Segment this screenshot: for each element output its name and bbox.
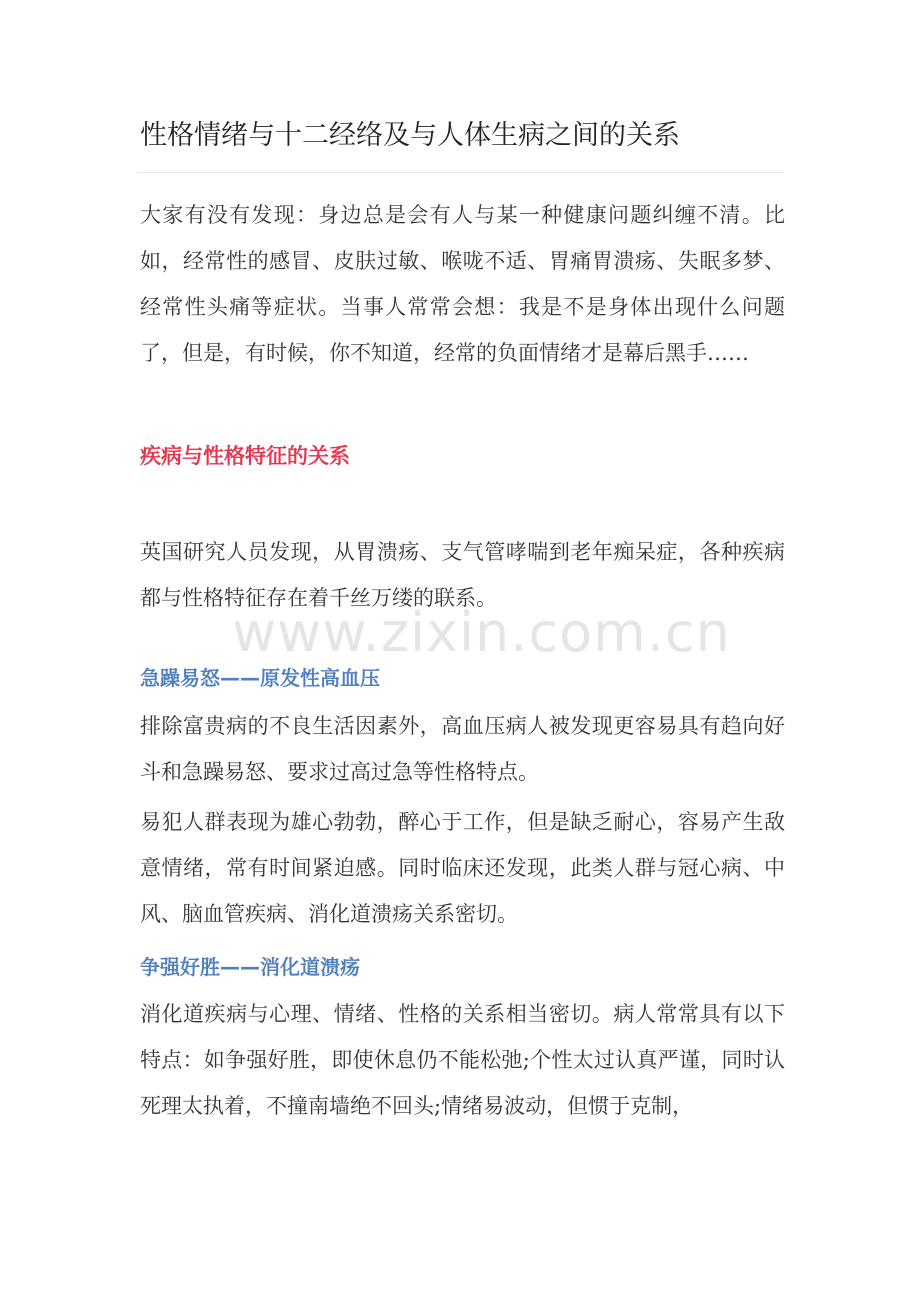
intro-paragraph: 大家有没有发现：身边总是会有人与某一种健康问题纠缠不清。比如，经常性的感冒、皮肤过敏、喉咙不适、胃痛胃溃疡、失眠多梦、经常性头痛等症状。当事人常常会想：我是不是身体出现什么问题了，但是，有时候，你不知道，经常的负面情绪才是幕后黑手…… <box>140 203 785 365</box>
subsection-heading-hypertension: 急躁易怒——原发性高血压 <box>140 666 380 690</box>
document-title: 性格情绪与十二经络及与人体生病之间的关系 <box>140 120 680 151</box>
hypertension-paragraph-2: 易犯人群表现为雄心勃勃，醉心于工作，但是缺乏耐心，容易产生敌意情绪，常有时间紧迫感。同时临床还发现，此类人群与冠心病、中风、脑血管疾病、消化道溃疡关系密切。 <box>140 810 785 926</box>
title-divider <box>138 172 784 173</box>
watermark: www.zixin.com.cn <box>232 601 731 664</box>
section-heading: 疾病与性格特征的关系 <box>140 444 350 468</box>
subsection-heading-ulcer: 争强好胜——消化道溃疡 <box>140 955 360 979</box>
hypertension-paragraph-1: 排除富贵病的不良生活因素外，高血压病人被发现更容易具有趋向好斗和急躁易怒、要求过高过急等性格特点。 <box>140 714 785 784</box>
ulcer-paragraph: 消化道疾病与心理、情绪、性格的关系相当密切。病人常常具有以下特点：如争强好胜，即使休息仍不能松弛;个性太过认真严谨，同时认死理太执着，不撞南墙绝不回头;情绪易波动，但惯于克制， <box>140 1002 785 1118</box>
research-paragraph: 英国研究人员发现，从胃溃疡、支气管哮喘到老年痴呆症，各种疾病都与性格特征存在着千丝万缕的联系。 <box>140 540 785 610</box>
